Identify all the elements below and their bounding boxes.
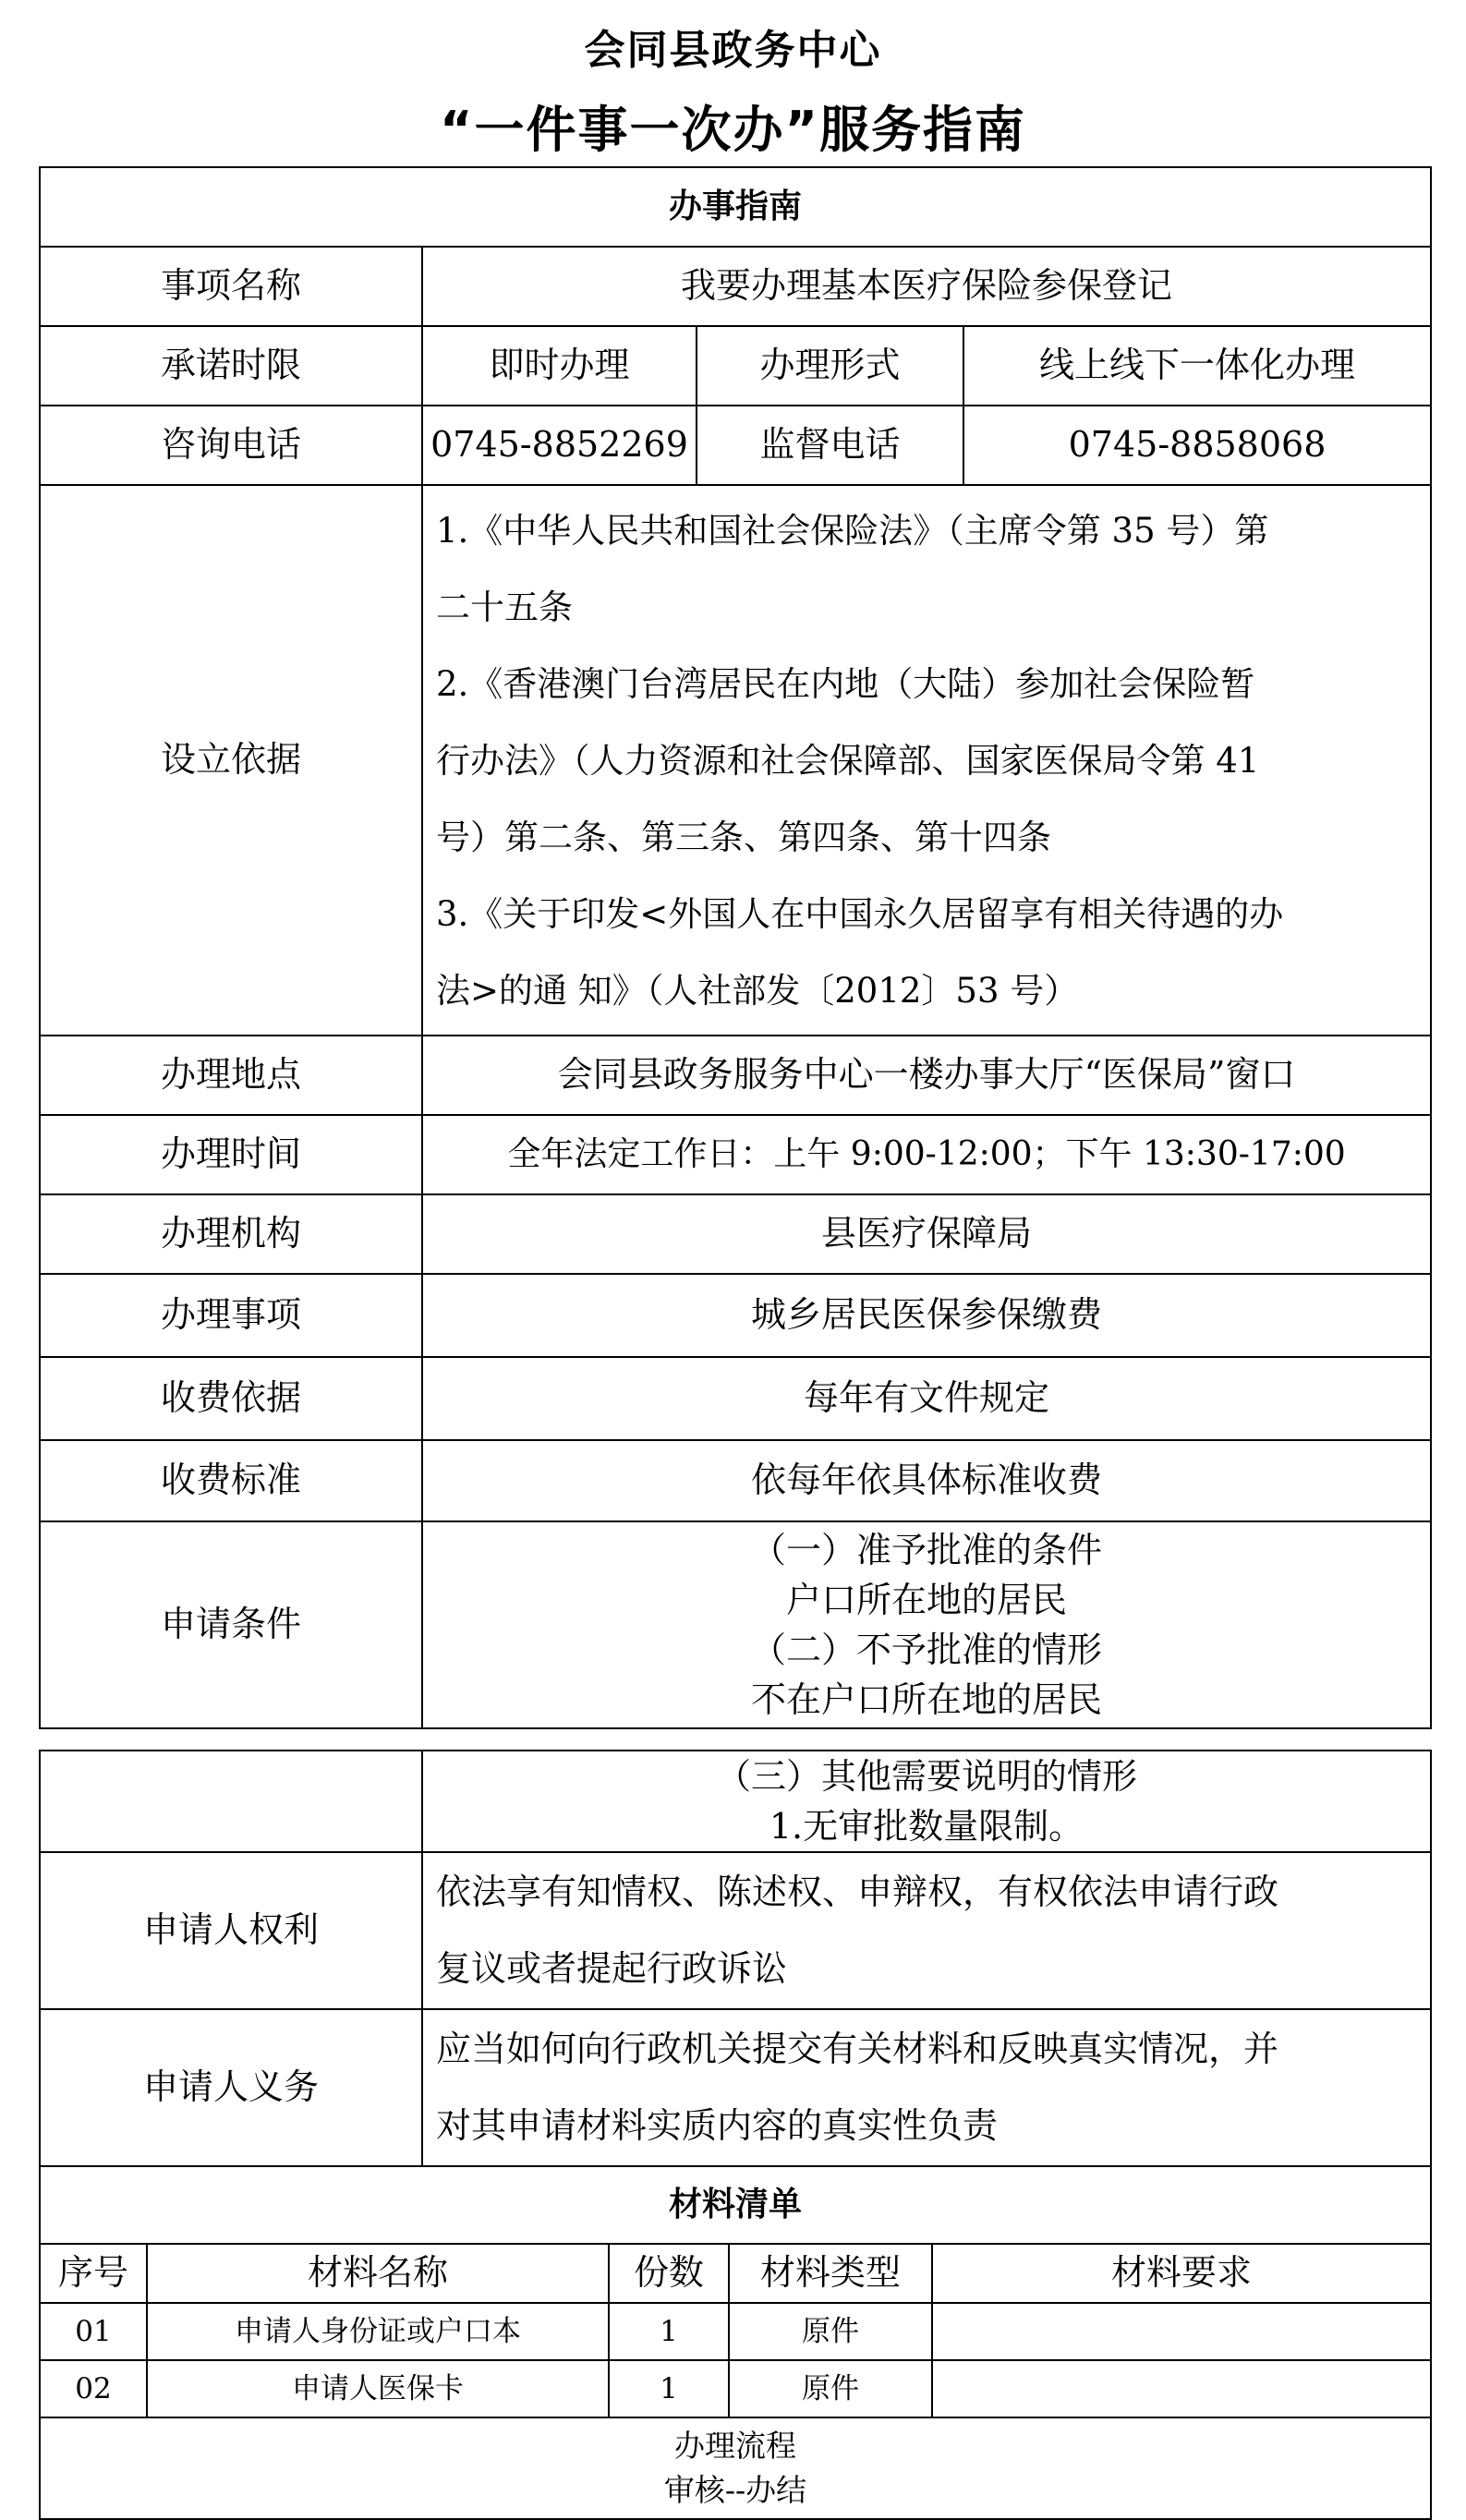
location-value: 会同县政务服务中心一楼办事大厅“医保局”窗口 [422,1036,1431,1115]
item-name-value: 我要办理基本医疗保险参保登记 [422,247,1431,326]
process-value: 审核--办结 [663,2472,807,2508]
material-count: 1 [609,2303,729,2360]
conditions-value [422,1521,1431,1728]
material-req [932,2360,1431,2417]
conditions-line: （二）不予批准的情形 [751,1630,1103,1670]
table-row [40,2303,1431,2360]
duties-value [422,2009,1431,2166]
time-limit-label: 承诺时限 [40,326,422,406]
basis-label: 设立依据 [40,485,422,1036]
location-label: 办理地点 [40,1036,422,1115]
hours-value: 全年法定工作日：上午 9:00-12:00；下午 13:30-17:00 [422,1115,1431,1194]
other-label-empty [40,1751,422,1852]
rights-label: 申请人权利 [40,1852,422,2009]
matter-label: 办理事项 [40,1274,422,1357]
continuation-table [39,1750,1432,2167]
conditions-line: 不在户口所在地的居民 [751,1679,1103,1720]
conditions-line: 户口所在地的居民 [786,1580,1068,1620]
material-name: 申请人身份证或户口本 [147,2303,609,2360]
materials-header-no: 序号 [40,2244,147,2303]
guide-table [39,166,1432,1729]
item-name-label: 事项名称 [40,247,422,326]
material-type: 原件 [729,2360,932,2417]
rights-line: 复议或者提起行政诉讼 [436,1948,788,1989]
material-req [932,2303,1431,2360]
supervise-phone-value: 0745-8858068 [963,406,1431,485]
process-cell [40,2417,1431,2519]
basis-line: 号）第二条、第三条、第四条、第十四条 [436,817,1051,857]
materials-header-type: 材料类型 [729,2244,932,2303]
basis-line: 2.《香港澳门台湾居民在内地（大陆）参加社会保险暂 [436,663,1255,704]
guide-section-title: 办事指南 [40,167,1431,247]
materials-title: 材料清单 [40,2166,1431,2244]
basis-line: 二十五条 [436,587,573,627]
time-limit-value: 即时办理 [422,326,697,406]
agency-value: 县医疗保障局 [422,1194,1431,1274]
duties-label: 申请人义务 [40,2009,422,2166]
duties-line: 对其申请材料实质内容的真实性负责 [436,2105,999,2146]
fee-basis-value: 每年有文件规定 [422,1357,1431,1440]
material-type: 原件 [729,2303,932,2360]
process-title: 办理流程 [674,2428,796,2464]
materials-header-count: 份数 [609,2244,729,2303]
table-row [40,2360,1431,2417]
agency-label: 办理机构 [40,1194,422,1274]
basis-line: 3.《关于印发<外国人在中国永久居留享有相关待遇的办 [436,893,1284,934]
consult-phone-value: 0745-8852269 [422,406,697,485]
method-value: 线上线下一体化办理 [963,326,1431,406]
materials-header-req: 材料要求 [932,2244,1431,2303]
method-label: 办理形式 [697,326,963,406]
other-line: 1.无审批数量限制。 [769,1806,1084,1847]
conditions-line: （一）准予批准的条件 [751,1530,1103,1570]
duties-line: 应当如何向行政机关提交有关材料和反映真实情况，并 [436,2029,1279,2069]
fee-standard-label: 收费标准 [40,1440,422,1521]
matter-value: 城乡居民医保参保缴费 [422,1274,1431,1357]
material-count: 1 [609,2360,729,2417]
conditions-label: 申请条件 [40,1521,422,1728]
rights-value [422,1852,1431,2009]
supervise-phone-label: 监督电话 [697,406,963,485]
basis-line: 1.《中华人民共和国社会保险法》（主席令第 35 号）第 [436,510,1269,551]
basis-line: 法>的通 知》（人社部发〔2012〕53 号） [436,970,1079,1011]
title-line-2: “一件事一次办”服务指南 [440,101,1026,159]
fee-basis-label: 收费依据 [40,1357,422,1440]
material-no: 02 [40,2360,147,2417]
material-no: 01 [40,2303,147,2360]
basis-line: 行办法》（人力资源和社会保障部、国家医保局令第 41 [436,740,1260,781]
title-line-1: 会同县政务中心 [584,27,882,74]
fee-standard-value: 依每年依具体标准收费 [422,1440,1431,1521]
basis-value [422,485,1431,1036]
material-name: 申请人医保卡 [147,2360,609,2417]
hours-label: 办理时间 [40,1115,422,1194]
materials-table [39,2165,1432,2520]
consult-phone-label: 咨询电话 [40,406,422,485]
other-line: （三）其他需要说明的情形 [715,1756,1137,1797]
rights-line: 依法享有知情权、陈述权、申辩权，有权依法申请行政 [436,1872,1279,1912]
materials-header-name: 材料名称 [147,2244,609,2303]
other-situations [422,1751,1431,1852]
